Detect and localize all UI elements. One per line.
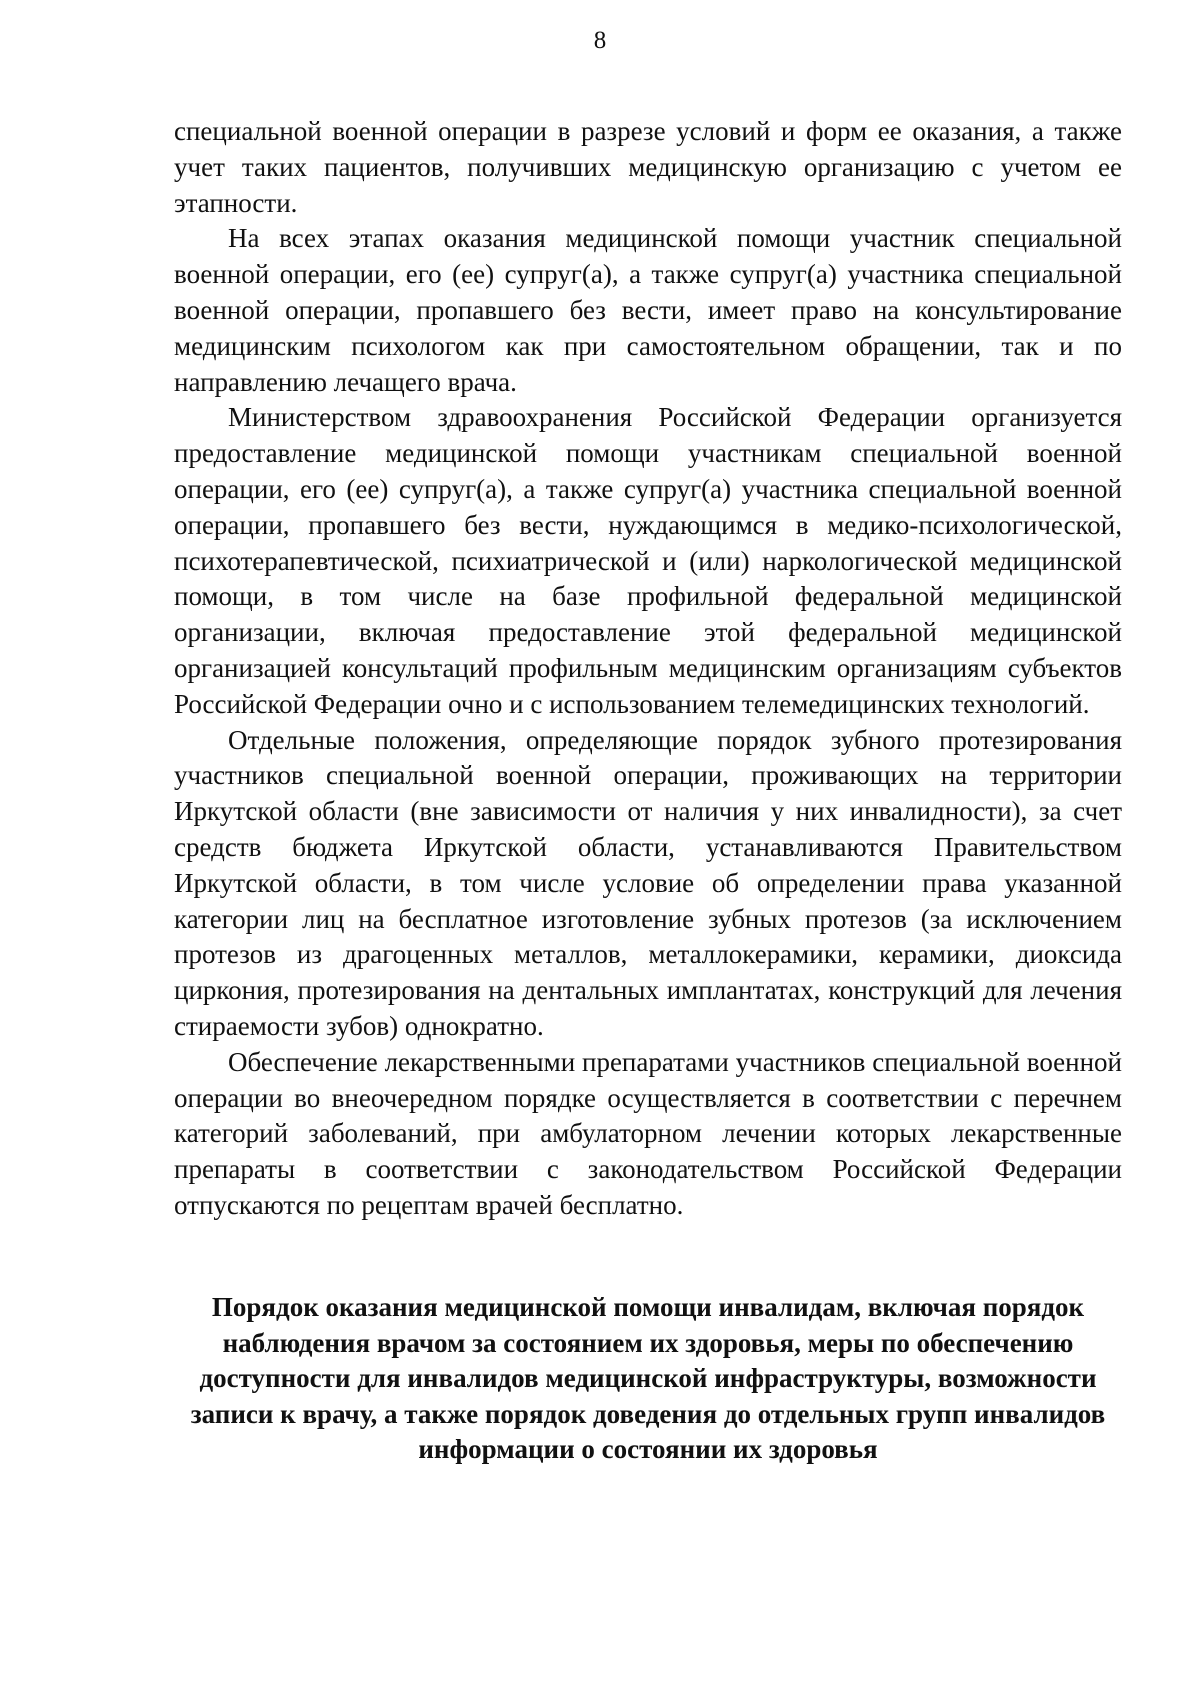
document-body [174,114,1122,1224]
paragraph-medication-provision: Обеспечение лекарственными препаратами участников специальной военной операции во внеочередном порядке осуществляется в соответствии с перечнем категорий заболеваний, при амбулаторном лечении которых лекарственные препараты в соответствии с законодательством Российской Федерации отпускаются по рецептам врачей бесплатно. [174,1046,1122,1220]
paragraph-ministry-medical-help: Министерством здравоохранения Российской Федерации организуется предоставление медицинской помощи участникам специальной военной операции, его (ее) супруг(а), а также супруг(а) участника специальной военной операции, пропавшего без вести, нуждающимся в медико-психологической, психотерапевтической, психиатрической и (или) наркологической медицинской помощи, в том числе на базе профильной федеральной медицинской организации, включая предоставление этой федеральной медицинской организацией консультаций профильным медицинским организациям субъектов Российской Федерации очно и с использованием телемедицинских технологий. [174,402,1122,719]
page-number: 8 [593,27,607,54]
section-heading: Порядок оказания медицинской помощи инвалидам, включая порядок наблюдения врачом за состоянием их здоровья, меры по обеспечению доступности для инвалидов медицинской инфраструктуры, возможности записи к врачу, а также порядок доведения до отдельных групп инвалидов информации о состоянии их здоровья [190,1292,1106,1464]
paragraph-continuation: специальной военной операции в разрезе условий и форм ее оказания, а также учет таких пациентов, получивших медицинскую организацию с учетом ее этапности. [174,116,1122,218]
paragraph-dental-prosthetics: Отдельные положения, определяющие порядок зубного протезирования участников специальной военной операции, проживающих на территории Иркутской области (вне зависимости от наличия у них инвалидности), за счет средств бюджета Иркутской области, устанавливаются Правительством Иркутской области, в том числе условие об определении права указанной категории лиц на бесплатное изготовление зубных протезов (за исключением протезов из драгоценных металлов, металлокерамики, керамики, диоксида циркония, протезирования на дентальных имплантатах, конструкций для лечения стираемости зубов) однократно. [174,724,1122,1041]
paragraph-psychologist-consultation: На всех этапах оказания медицинской помощи участник специальной военной операции, его (ее) супруг(а), а также супруг(а) участника специальной военной операции, пропавшего без вести, имеет право на консультирование медицинским психологом как при самостоятельном обращении, так и по направлению лечащего врача. [174,223,1122,397]
